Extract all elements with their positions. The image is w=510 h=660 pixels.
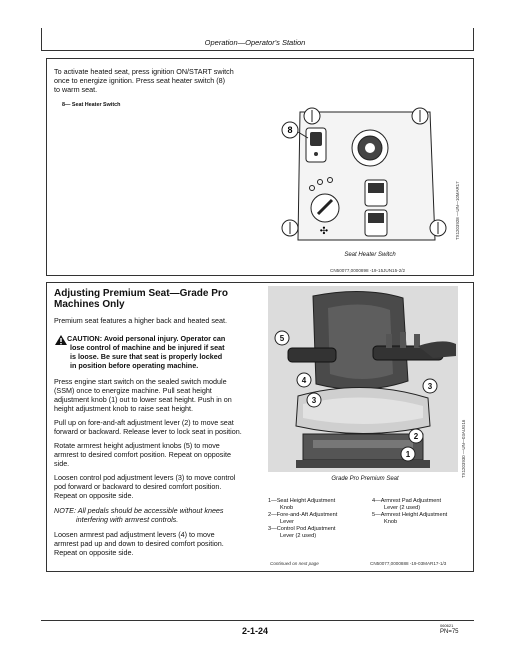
heated-seat-figure-code: TX1203928 —UN—10MAR17: [455, 181, 460, 240]
seat-heater-switch-figure: [270, 100, 455, 245]
premium-seat-title-2: Machines Only: [54, 299, 125, 310]
callout-2: 2: [413, 432, 419, 441]
para1-line-2: (SSM) once to energize machine. Pull seat height: [54, 386, 212, 395]
caution-line-1: CAUTION: Avoid personal injury. Operator can: [67, 334, 226, 343]
legend-item-3: 3—Control Pod Adjustment Lever (2 used): [268, 526, 336, 539]
heated-seat-line-3: to warm seat.: [54, 85, 98, 94]
para5-line-1: Loosen armrest pad adjustment levers (4) to move: [54, 530, 215, 539]
premium-seat-ref-code: CN50077,0000888 -19-03MAR17-1/3: [370, 561, 447, 566]
page-number: 2-1-24: [241, 626, 268, 636]
caution-line-2: lose control of machine and be injured if seat: [70, 343, 225, 352]
legend-item-4: 4—Armrest Pad Adjustment Lever (2 used): [372, 498, 442, 511]
callout-3-right: 3: [427, 382, 433, 391]
caution-line-4: in position before operating machine.: [70, 361, 199, 370]
page-header-title: Operation—Operator's Station: [204, 38, 306, 47]
callout-8: 8: [287, 125, 293, 135]
para2-line-2: forward or backward. Release lever to lock seat in position.: [54, 427, 242, 436]
para1-line-1: Press engine start switch on the sealed switch module: [54, 377, 227, 386]
legend-item-2: 2—Fore-and-Aft Adjustment Lever: [268, 512, 338, 525]
callout-4: 4: [301, 376, 307, 385]
heated-seat-line-1: To activate heated seat, press ignition ON/START switch: [54, 67, 234, 76]
para1-line-4: height adjustment knob to raise seat height.: [54, 404, 194, 413]
para3-line-3: side.: [54, 459, 70, 468]
footer-small-code: 060621: [440, 623, 454, 628]
para4-line-2: pod forward or backward to desired comfort position.: [54, 482, 222, 491]
legend-item-5: 5—Armrest Height Adjustment Knob: [372, 512, 448, 525]
caution-warning-icon: [54, 334, 68, 346]
para4-line-3: Repeat on opposite side.: [54, 491, 134, 500]
para5-line-2: armrest pad up and down to desired comfort position.: [54, 539, 224, 548]
heated-seat-line-2: once to energize ignition. Press seat heater switch (8): [54, 76, 225, 85]
heated-seat-figure-caption: Seat Heater Switch: [344, 252, 396, 258]
footer-line: [41, 620, 474, 621]
fan-icon: ✣: [319, 226, 329, 237]
para4-line-1: Loosen control pod adjustment levers (3) to move control: [54, 473, 236, 482]
legend-item-1: 1—Seat Height Adjustment Knob: [268, 498, 336, 511]
para1-line-3: adjustment knob (1) out to lower seat height. Push in on: [54, 395, 232, 404]
header-line: [41, 50, 474, 51]
note-line-2: interfering with armrest controls.: [76, 515, 179, 524]
heated-seat-ref-code: CN50077,0000898 -19-15JUN15-2/2: [330, 268, 406, 273]
para3-line-1: Rotate armrest height adjustment knobs (5) to move: [54, 441, 220, 450]
premium-seat-figure-caption: Grade Pro Premium Seat: [331, 476, 399, 482]
seat-heater-legend: 8— Seat Heater Switch: [62, 102, 121, 108]
premium-seat-title-1: Adjusting Premium Seat—Grade Pro: [54, 288, 228, 299]
callout-3-left: 3: [311, 396, 317, 405]
caution-line-3: is loose. Be sure that seat is properly locked: [70, 352, 223, 361]
footer-page-code: PN=75: [440, 629, 459, 635]
callout-5: 5: [279, 334, 285, 343]
premium-seat-intro: Premium seat features a higher back and heated seat.: [54, 316, 228, 325]
para3-line-2: armrest to desired comfort position. Repeat on opposite: [54, 450, 231, 459]
note-line-1: NOTE: All pedals should be accessible without knees: [54, 506, 224, 515]
para2-line-1: Pull up on fore-and-aft adjustment lever (2) to move seat: [54, 418, 234, 427]
continued-notice: Continued on next page: [270, 561, 319, 566]
premium-seat-figure-code: TX1203930 —UN—03AUG16: [461, 419, 466, 478]
callout-1: 1: [405, 450, 411, 459]
para5-line-3: Repeat on opposite side.: [54, 548, 134, 557]
premium-seat-figure: [268, 286, 458, 472]
